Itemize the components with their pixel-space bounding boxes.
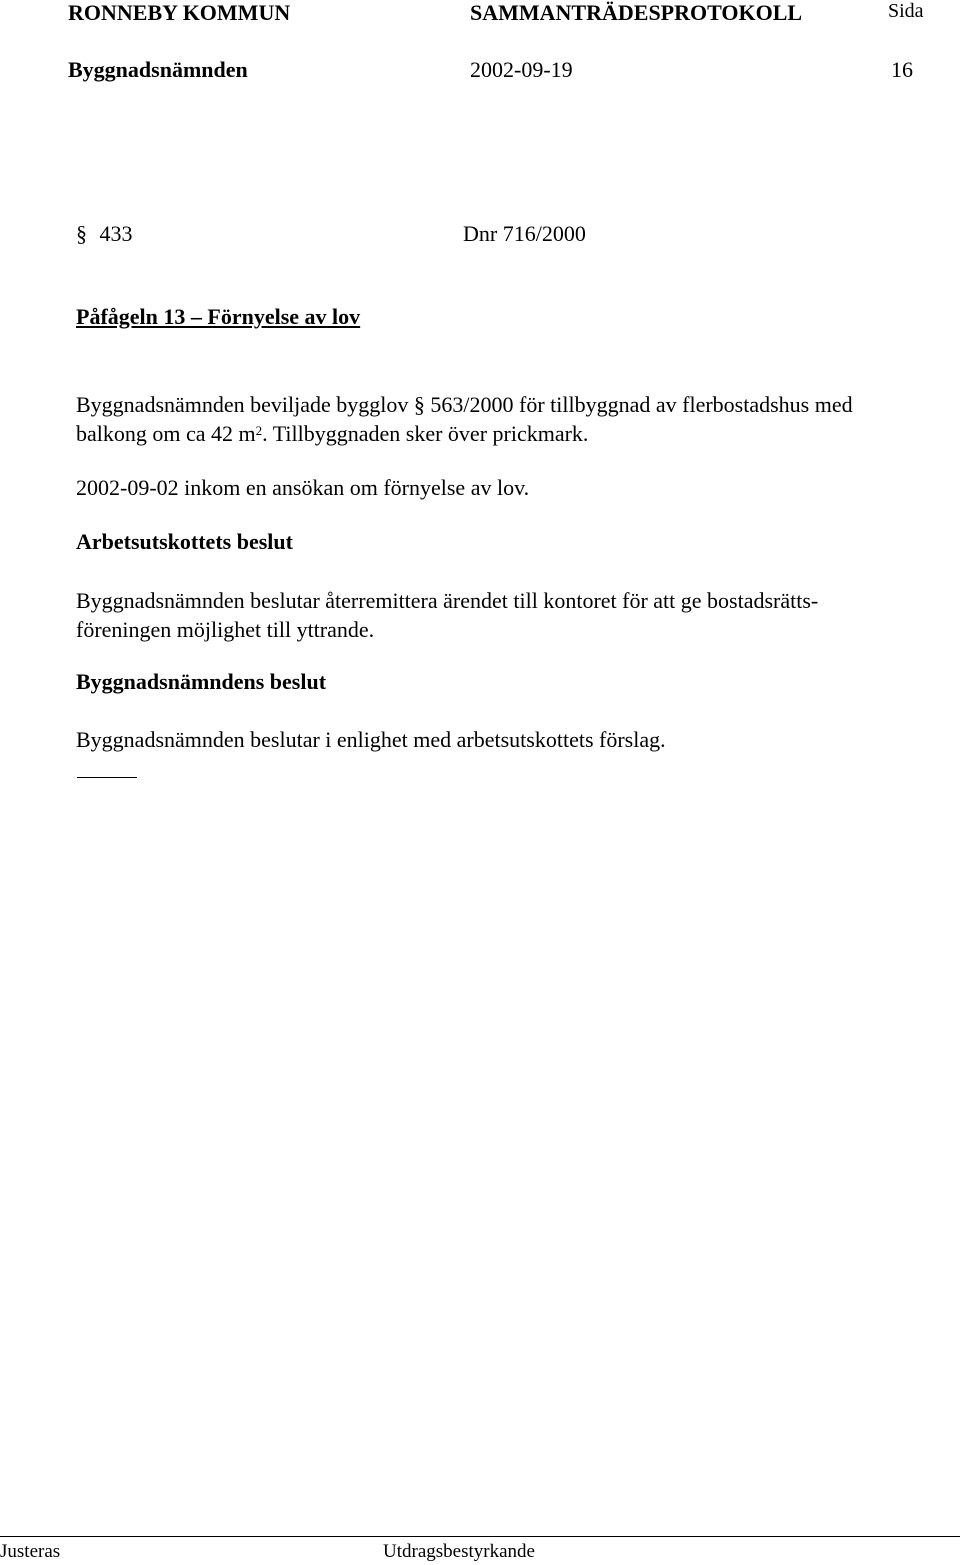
footer-rule	[0, 1536, 960, 1537]
section-end-rule	[77, 777, 137, 778]
diary-number: Dnr 716/2000	[463, 221, 586, 246]
board-decision-text: Byggnadsnämnden beslutar i enlighet med arbetsutskottets förslag.	[76, 727, 666, 752]
intro-text-part: Byggnadsnämnden beviljade bygglov	[76, 392, 414, 417]
page-label: Sida	[888, 0, 924, 22]
intro-text-part: balkong om ca 42 m	[76, 421, 256, 446]
intro-text-part: . Tillbyggnaden sker över prickmark.	[262, 421, 589, 446]
footer-certification-label: Utdragsbestyrkande	[383, 1541, 535, 1562]
page-number: 16	[891, 57, 913, 82]
document-type: SAMMANTRÄDESPROTOKOLL	[470, 0, 803, 25]
paragraph-number: 433	[99, 221, 133, 246]
municipality-name: RONNEBY KOMMUN	[68, 0, 291, 25]
case-description-line-1	[76, 390, 946, 419]
paragraph-row	[76, 219, 133, 248]
section-sign: §	[76, 221, 87, 246]
committee-decision-line-1: Byggnadsnämnden beslutar återremittera ärendet till kontoret för att ge bostadsrätts-	[76, 588, 819, 613]
board-decision-heading: Byggnadsnämndens beslut	[76, 669, 327, 694]
case-description	[76, 390, 946, 448]
footer-adjusted-label: Justeras	[0, 1541, 61, 1562]
committee-decision-line-2: föreningen möjlighet till yttrande.	[76, 617, 375, 642]
committee-decision-heading: Arbetsutskottets beslut	[76, 529, 293, 554]
committee-decision-text	[76, 586, 946, 644]
area-unit-exponent: 2	[255, 423, 263, 438]
committee-name: Byggnadsnämnden	[68, 57, 248, 82]
meeting-date: 2002-09-19	[470, 57, 573, 82]
section-sign: §	[413, 392, 425, 417]
application-received-text: 2002-09-02 inkom en ansökan om förnyelse av lov.	[76, 475, 530, 500]
case-title: Påfågeln 13 – Förnyelse av lov	[76, 304, 361, 329]
intro-text-part: 563/2000 för tillbyggnad av flerbostadshus med	[424, 392, 853, 417]
case-description-line-2	[76, 419, 946, 448]
